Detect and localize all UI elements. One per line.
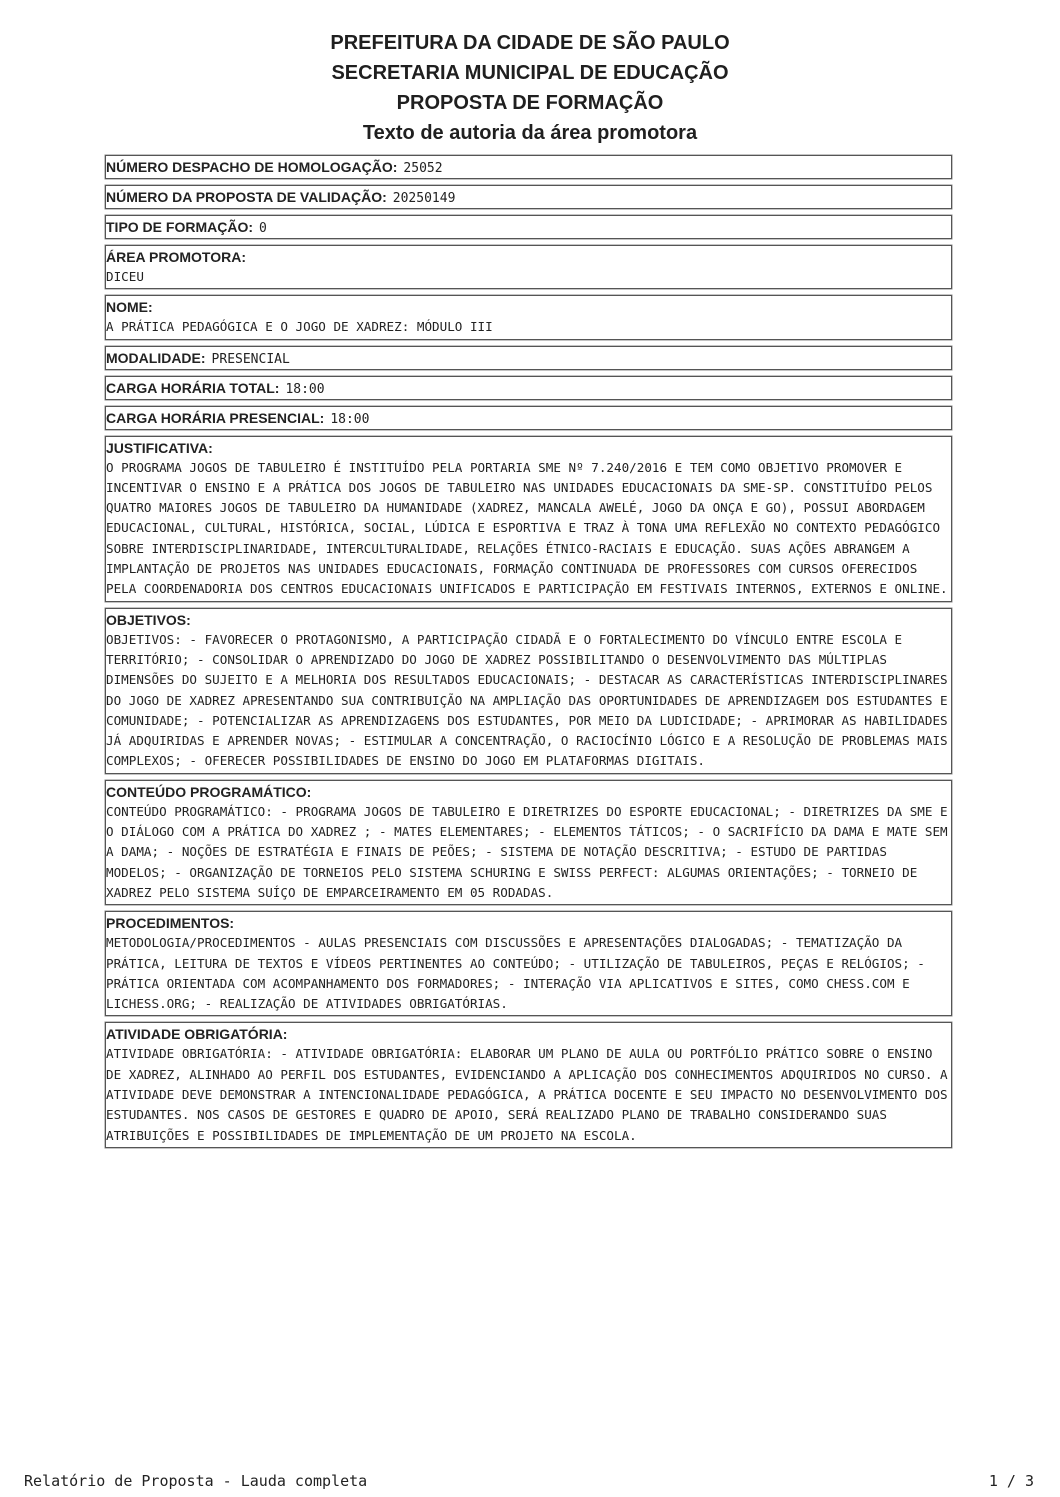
field-carga-presencial-value: 18:00	[330, 411, 370, 427]
field-carga-presencial-label: CARGA HORÁRIA PRESENCIAL:	[106, 409, 325, 426]
field-objetivos-value: OBJETIVOS: - FAVORECER O PROTAGONISMO, A PARTICIPAÇÃO CIDADÃ E O FORTALECIMENTO DO VÍNCULO ENTRE ESCOLA E TERRITÓRIO; - CONSOLIDAR O APRENDIZADO DO JOGO DE XADREZ POSSIBILITANDO O DESENVOLVIMENTO DAS MÚLTIPLAS DIMENSÕES DO SUJEITO E A MELHORIA DOS RESULTADOS EDUCACIONAIS; - DESTACAR AS CARACTERÍSTICAS INTERDISCIPLINARES DO JOGO DE XADREZ APRESENTANDO SUA CONTRIBUIÇÃO NA AMPLIAÇÃO DAS OPORTUNIDADES DE APRENDIZAGEM DOS ESTUDANTES E COMUNIDADE; - POTENCIALIZAR AS APRENDIZAGENS DOS ESTUDANTES, POR MEIO DA LUDICIDADE; - APRIMORAR AS HABILIDADES JÁ ADQUIRIDAS E APRENDER NOVAS; - ESTIMULAR A CONCENTRAÇÃO, O RACIOCÍNIO LÓGICO E A RESOLUÇÃO DE PROBLEMAS MAIS COMPLEXOS; - OFERECER POSSIBILIDADES DE ENSINO DO JOGO EM PLATAFORMAS DIGITAIS.	[106, 631, 948, 769]
field-justificativa-value: O PROGRAMA JOGOS DE TABULEIRO É INSTITUÍDO PELA PORTARIA SME Nº 7.240/2016 E TEM COMO OBJETIVO PROMOVER E INCENTIVAR O ENSINO E A PRÁTICA DOS JOGOS DE TABULEIRO NAS UNIDADES EDUCACIONAIS DA SME-SP. CONSTITUÍDO PELOS QUATRO MAIORES JOGOS DE TABULEIRO DA HUMANIDADE (XADREZ, MANCALA AWELÉ, JOGO DA ONÇA E GO), POSSUI ABORDAGEM EDUCACIONAL, CULTURAL, HISTÓRICA, SOCIAL, LÚDICA E ESPORTIVA E TRAZ À TONA UMA REFLEXÃO NO CONTEXTO PEDAGÓGICO SOBRE INTERDISCIPLINARIDADE, INTERCULTURALIDADE, RELAÇÕES ÉTNICO-RACIAIS E EDUCAÇÃO. SUAS AÇÕES ABRANGEM A IMPLANTAÇÃO DE PROJETOS NAS UNIDADES EDUCACIONAIS, FORMAÇÃO CONTINUADA DE PROFESSORES COM CURSOS OFERECIDOS PELA COORDENADORIA DOS CENTROS EDUCACIONAIS UNIFICADOS E PARTICIPAÇÃO EM FESTIVAIS INTERNOS, EXTERNOS E ONLINE.	[106, 459, 948, 597]
field-conteudo	[105, 780, 952, 905]
field-tipo-value: 0	[259, 221, 267, 236]
field-carga-total-value: 18:00	[285, 381, 325, 397]
field-nome	[105, 295, 952, 339]
field-modalidade	[105, 346, 952, 370]
field-proposta-value: 20250149	[392, 191, 456, 206]
field-tipo	[105, 215, 952, 239]
field-despacho-value: 25052	[403, 161, 443, 176]
field-carga-total-label: CARGA HORÁRIA TOTAL:	[106, 379, 280, 396]
field-area-label: ÁREA PROMOTORA:	[106, 249, 246, 265]
field-objetivos-label: OBJETIVOS:	[106, 611, 191, 628]
field-atividade-value: ATIVIDADE OBRIGATÓRIA: - ATIVIDADE OBRIGATÓRIA: ELABORAR UM PLANO DE AULA OU PORTFÓLIO PRÁTICO SOBRE O ENSINO DE XADREZ, ALINHADO AO PERFIL DOS ESTUDANTES, EVIDENCIANDO A APLICAÇÃO DOS CONHECIMENTOS ADQUIRIDOS NO CURSO. A ATIVIDADE DEVE DEMONSTRAR A INTENCIONALIDADE PEDAGÓGICA, A PRÁTICA DOCENTE E SEU IMPACTO NO DESENVOLVIMENTO DOS ESTUDANTES. NOS CASOS DE GESTORES E QUADRO DE APOIO, SERÁ REALIZADO PLANO DE TRABALHO CONSIDERANDO SUAS ATRIBUIÇÕES E POSSIBILIDADES DE IMPLEMENTAÇÃO DE UM PROJETO NA ESCOLA.	[106, 1046, 948, 1143]
header-proposta: PROPOSTA DE FORMAÇÃO	[396, 92, 664, 114]
header-subtitle: Texto de autoria da área promotora	[362, 122, 698, 144]
proposal-fields	[105, 155, 952, 1154]
field-atividade-label: ATIVIDADE OBRIGATÓRIA:	[106, 1026, 288, 1043]
footer-page-number: 1 / 3	[988, 1472, 1034, 1490]
field-area	[105, 245, 952, 289]
field-despacho	[105, 155, 952, 179]
header-prefeitura: PREFEITURA DA CIDADE DE SÃO PAULO	[330, 32, 730, 54]
field-nome-value: A PRÁTICA PEDAGÓGICA E O JOGO DE XADREZ: MÓDULO III	[106, 319, 493, 335]
field-procedimentos	[105, 911, 952, 1016]
field-justificativa-label: JUSTIFICATIVA:	[106, 439, 213, 456]
field-area-value: DICEU	[106, 269, 144, 284]
field-atividade	[105, 1022, 952, 1147]
field-nome-label: NOME:	[106, 299, 153, 316]
field-carga-total	[105, 376, 952, 400]
field-procedimentos-label: PROCEDIMENTOS:	[106, 915, 235, 932]
header-secretaria: SECRETARIA MUNICIPAL DE EDUCAÇÃO	[331, 62, 729, 84]
field-conteudo-label: CONTEÚDO PROGRAMÁTICO:	[106, 783, 312, 800]
field-proposta	[105, 185, 952, 209]
field-objetivos	[105, 608, 952, 774]
document-header	[0, 28, 1060, 148]
field-modalidade-value: PRESENCIAL	[211, 351, 290, 367]
field-despacho-label: NÚMERO DESPACHO DE HOMOLOGAÇÃO:	[106, 159, 398, 175]
field-procedimentos-value: METODOLOGIA/PROCEDIMENTOS - AULAS PRESENCIAIS COM DISCUSSÕES E APRESENTAÇÕES DIALOGADAS; - TEMATIZAÇÃO DA PRÁTICA, LEITURA DE TEXTOS E VÍDEOS PERTINENTES AO CONTEÚDO; - UTILIZAÇÃO DE TABULEIROS, PEÇAS E RELÓGIOS; - PRÁTICA ORIENTADA COM ACOMPANHAMENTO DOS FORMADORES; - INTERAÇÃO VIA APLICATIVOS E SITES, COMO CHESS.COM E LICHESS.ORG; - REALIZAÇÃO DE ATIVIDADES OBRIGATÓRIAS.	[106, 935, 925, 1012]
field-proposta-label: NÚMERO DA PROPOSTA DE VALIDAÇÃO:	[106, 189, 387, 205]
field-conteudo-value: CONTEÚDO PROGRAMÁTICO: - PROGRAMA JOGOS DE TABULEIRO E DIRETRIZES DO ESPORTE EDUCACIONAL; - DIRETRIZES DA SME E O DIÁLOGO COM A PRÁTICA DO XADREZ ; - MATES ELEMENTARES; - ELEMENTOS TÁTICOS; - O SACRIFÍCIO DA DAMA E MATE SEM A DAMA; - NOÇÕES DE ESTRATÉGIA E FINAIS DE PEÕES; - SISTEMA DE NOTAÇÃO DESCRITIVA; - ESTUDO DE PARTIDAS MODELOS; - ORGANIZAÇÃO DE TORNEIOS PELO SISTEMA SCHURING E SWISS PERFECT: ALGUMAS ORIENTAÇÕES; - TORNEIO DE XADREZ PELO SISTEMA SUÍÇO DE EMPARCEIRAMENTO EM 05 RODADAS.	[106, 803, 948, 900]
footer-report-title: Relatório de Proposta - Lauda completa	[24, 1472, 368, 1490]
field-tipo-label: TIPO DE FORMAÇÃO:	[106, 219, 253, 235]
field-justificativa	[105, 436, 952, 602]
field-carga-presencial	[105, 406, 952, 430]
field-modalidade-label: MODALIDADE:	[106, 349, 206, 366]
